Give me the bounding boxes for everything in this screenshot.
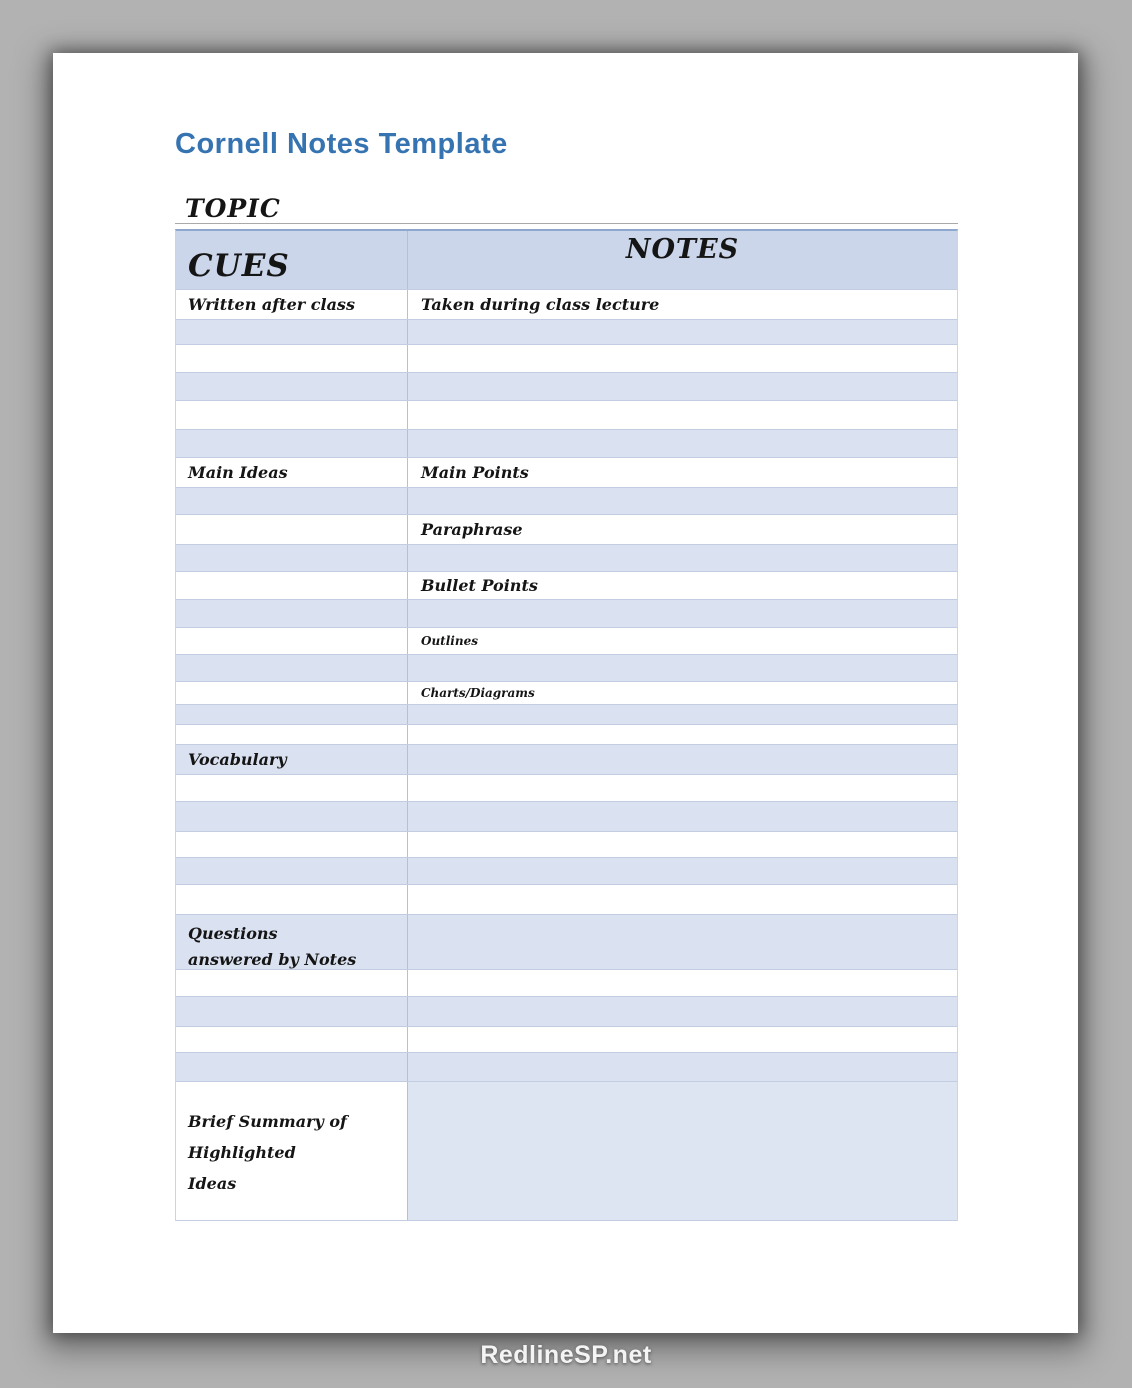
page-title: Cornell Notes Template	[175, 128, 508, 160]
table-header-row	[176, 231, 957, 290]
table-row-charts-diagrams	[176, 682, 957, 705]
table-row	[176, 885, 957, 915]
table-row	[176, 655, 957, 682]
main-ideas-label: Main Ideas	[176, 458, 408, 487]
questions-answered-label: Questions answered by Notes	[176, 915, 408, 969]
table-row	[176, 802, 957, 832]
charts-diagrams-label: Charts/Diagrams	[421, 686, 535, 700]
table-row-paraphrase	[176, 515, 957, 545]
table-row-vocabulary	[176, 745, 957, 775]
table-row	[176, 997, 957, 1027]
table-row	[176, 775, 957, 802]
table-row-brief-summary	[176, 1082, 957, 1221]
document-page	[53, 53, 1078, 1333]
table-row	[176, 373, 957, 401]
table-row	[176, 545, 957, 572]
table-row	[176, 1027, 957, 1053]
table-row-outlines	[176, 628, 957, 655]
brief-summary-label: Brief Summary of Highlighted Ideas	[176, 1082, 408, 1220]
table-row-bullet-points	[176, 572, 957, 600]
table-row	[176, 320, 957, 345]
cornell-notes-table	[175, 229, 958, 1221]
table-row-descriptions	[176, 290, 957, 320]
table-row	[176, 1053, 957, 1082]
watermark: RedlineSP.net	[480, 1341, 652, 1369]
paraphrase-label: Paraphrase	[421, 520, 523, 539]
topic-label: TOPIC	[185, 194, 281, 223]
outlines-label: Outlines	[421, 634, 478, 648]
table-row	[176, 345, 957, 373]
table-row	[176, 430, 957, 458]
table-row	[176, 832, 957, 858]
table-row	[176, 725, 957, 745]
table-row	[176, 401, 957, 430]
table-row	[176, 970, 957, 997]
table-row	[176, 600, 957, 628]
table-row-questions	[176, 915, 957, 970]
notes-description: Taken during class lecture	[421, 295, 660, 314]
summary-notes-area	[408, 1082, 957, 1220]
bullet-points-label: Bullet Points	[421, 576, 538, 595]
notes-column-header: NOTES	[625, 234, 740, 265]
table-row	[176, 705, 957, 725]
table-row	[176, 488, 957, 515]
vocabulary-label: Vocabulary	[176, 745, 408, 774]
table-row-main-ideas	[176, 458, 957, 488]
cues-description: Written after class	[176, 290, 408, 319]
main-points-label: Main Points	[421, 463, 529, 482]
topic-field	[175, 194, 958, 224]
cues-column-header: CUES	[188, 248, 290, 284]
table-row	[176, 858, 957, 885]
